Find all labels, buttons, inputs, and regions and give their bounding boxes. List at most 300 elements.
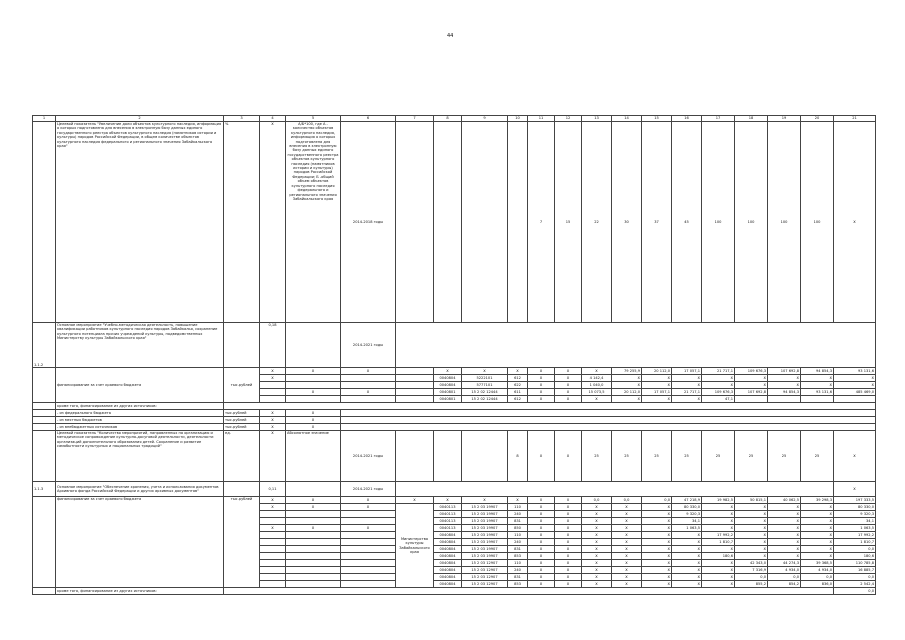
fin2-cell: Х: [768, 539, 801, 546]
fin1-cell: Х: [341, 368, 396, 375]
fin2-cell: 15 2 03 19907: [462, 539, 508, 546]
fin2-cell: [341, 581, 396, 588]
indicator1-value: 37: [642, 122, 672, 323]
fin1-cell: Х: [555, 382, 582, 389]
fin1-cell: 611: [508, 389, 528, 396]
fin1-cell: [286, 375, 341, 382]
fin1-cell: Х: [528, 389, 555, 396]
fin2-cell: Х: [582, 581, 612, 588]
fin1-cell: 622: [508, 382, 528, 389]
event2-rest: [396, 482, 834, 497]
fin2-cell: Х: [801, 539, 834, 546]
header-cell: 7: [396, 116, 434, 122]
indicator2-value: 25: [801, 431, 834, 482]
fin2-cell: Х: [286, 497, 341, 504]
other-source-label: - из внебюджетных источников: [56, 424, 224, 431]
indicator2-value: 8: [508, 431, 528, 482]
fin2-cell: Х: [612, 504, 642, 511]
indicator1-formula: А/Б*100, где А - количество объектов культурного наследия, информация о которых подготовлена для внесения в электронную базу данных единого государственного реестра объектов культурного наследия (памятников истории и культуры) народов Российской Федерации; Б -общий объем объектов культурного наследия федерального и регионального значения Забайкальского края: [286, 122, 341, 323]
fin2-cell: 0,0: [834, 546, 876, 553]
fin2-cell: Х: [735, 525, 768, 532]
fin2-cell: Х: [582, 539, 612, 546]
fin2-cell: Х: [612, 553, 642, 560]
fin1-cell: Х: [612, 396, 642, 403]
fin1-cell: 612: [508, 375, 528, 382]
fin1-cell: 5222101: [462, 375, 508, 382]
fin1-cell: Х: [528, 368, 555, 375]
indicator2-value: Х: [528, 431, 555, 482]
fin2-cell: [286, 539, 341, 546]
fin2-cell: Х: [642, 560, 672, 567]
fin1-cell: [286, 382, 341, 389]
fin1-cell: Х: [528, 375, 555, 382]
fin2-cell: Х: [528, 574, 555, 581]
fin1-cell: 94 854,3: [768, 389, 801, 396]
fin2-cell: Х: [702, 581, 735, 588]
fin2-cell: [341, 539, 396, 546]
fin2-cell: 110: [508, 560, 528, 567]
header-cell: 10: [508, 116, 528, 122]
fin1-cell: [396, 368, 434, 375]
fin2-cell: 197 333,5: [834, 497, 876, 504]
fin1-cell: [286, 396, 341, 403]
fin2-cell: Х: [612, 546, 642, 553]
header-cell: 6: [341, 116, 396, 122]
indicator2-num: [33, 431, 56, 482]
fin2-cell: [286, 553, 341, 560]
fin1-cell: Х: [341, 389, 396, 396]
fin2-cell: 850: [508, 525, 528, 532]
fin1-cell: Х: [508, 368, 528, 375]
fin2-cell: Х: [528, 560, 555, 567]
fin1-cell: 107 692,8: [768, 368, 801, 375]
fin2-cell: 0040804: [434, 553, 462, 560]
fin2-cell: 0040804: [434, 574, 462, 581]
fin2-cell: Х: [555, 532, 582, 539]
fin2-cell: 15 2 03 19907: [462, 525, 508, 532]
fin2-cell: [341, 518, 396, 525]
fin2-cell: Х: [582, 532, 612, 539]
fin1-cell: 17 057,1: [642, 389, 672, 396]
indicator1-value: 15: [555, 122, 582, 323]
fin2-cell: Х: [341, 504, 396, 511]
fin1-num: [33, 368, 56, 403]
fin2-cell: Х: [672, 581, 702, 588]
fin2-cell: 1 810,7: [834, 539, 876, 546]
fin1-cell: [396, 382, 434, 389]
fin2-cell: Х: [582, 574, 612, 581]
fin1-cell: 21 717,1: [702, 368, 735, 375]
fin2-cell: Х: [612, 518, 642, 525]
fin2-cell: 15 2 03 19907: [462, 546, 508, 553]
fin2-cell: 831: [508, 574, 528, 581]
fin1-cell: Х: [735, 375, 768, 382]
fin2-cell: 47 218,9: [672, 497, 702, 504]
fin2-cell: [260, 553, 286, 560]
fin2-cell: Х: [555, 504, 582, 511]
fin2-cell: Х: [612, 567, 642, 574]
fin1-cell: Х: [462, 368, 508, 375]
fin2-cell: 0,0: [612, 497, 642, 504]
fin2-cell: [286, 532, 341, 539]
fin2-cell: Х: [672, 560, 702, 567]
indicator2-value: Х: [555, 431, 582, 482]
fin1-cell: 612: [508, 396, 528, 403]
fin2-cell: 15 2 03 19907: [462, 518, 508, 525]
fin1-cell: 15 2 02 12444: [462, 389, 508, 396]
fin1-cell: [260, 389, 286, 396]
indicator1-value: 45: [672, 122, 702, 323]
event2-c3: [224, 482, 260, 497]
fin1-cell: [260, 396, 286, 403]
fin1-cell: 0040804: [434, 375, 462, 382]
fin2-cell: Х: [528, 553, 555, 560]
event2-final: Х: [834, 482, 876, 497]
fin2-cell: 240: [508, 567, 528, 574]
fin1-cell: 0040801: [434, 396, 462, 403]
fin2-cell: Х: [735, 511, 768, 518]
indicator1-text: Целевой показатель "Увеличение доли объектов культурного наследия, информация о которых подготовлена для внесения в электронную базу данных единого государственного реестра объектов культурного наследия (памятников истории и культуры) народов Российской Федерации, в общем количестве объектов культурного наследия федерального и регионального значения Забайкальского края": [56, 122, 224, 323]
fin2-cell: 855,2: [735, 581, 768, 588]
fin1-cell: 109 676,3: [735, 368, 768, 375]
fin1-cell: 5777101: [462, 382, 508, 389]
fin2-cell: [260, 546, 286, 553]
fin2-cell: Х: [801, 553, 834, 560]
fin2-cell: 0040804: [434, 546, 462, 553]
header-cell: 18: [735, 116, 768, 122]
fin2-cell: Х: [528, 504, 555, 511]
fin2-cell: 17 992,2: [702, 532, 735, 539]
fin2-cell: [260, 518, 286, 525]
fin1-cell: [834, 396, 876, 403]
fin2-cell: Х: [434, 497, 462, 504]
indicator1-value: 100: [768, 122, 801, 323]
header-cell: 19: [768, 116, 801, 122]
fin2-cell: Х: [801, 525, 834, 532]
fin1-cell: Х: [582, 368, 612, 375]
fin2-cell: Х: [768, 546, 801, 553]
fin2-cell: Х: [582, 553, 612, 560]
fin2-cell: Х: [555, 553, 582, 560]
indicator1-value: 100: [702, 122, 735, 323]
fin2-cell: Х: [672, 553, 702, 560]
fin2-cell: 831: [508, 546, 528, 553]
fin2-cell: Х: [642, 511, 672, 518]
fin2-cell: 15 2 03 19907: [462, 504, 508, 511]
fin2-cell: Х: [582, 567, 612, 574]
fin2-cell: 0040804: [434, 560, 462, 567]
fin2-cell: 15 2 03 19907: [462, 532, 508, 539]
fin2-cell: Х: [555, 539, 582, 546]
fin2-cell: Х: [555, 525, 582, 532]
indicator2-value: Х: [834, 431, 876, 482]
fin2-cell: Х: [528, 532, 555, 539]
header-cell: 15: [642, 116, 672, 122]
other-source-row: [33, 424, 876, 431]
other-source-v1: Х: [260, 424, 286, 431]
fin2-cell: [286, 518, 341, 525]
fin2-cell: Х: [528, 511, 555, 518]
fin2-cell: 110 785,8: [834, 560, 876, 567]
indicator1-period: 2014-2018 годы: [341, 122, 396, 323]
fin2-cell: [260, 560, 286, 567]
fin1-cell: Х: [260, 368, 286, 375]
fin2-unit: тыс.рублей: [224, 497, 260, 588]
fin2-cell: Х: [528, 525, 555, 532]
indicator2-row: [33, 431, 876, 482]
fin1-cell: Х: [768, 382, 801, 389]
fin1-cell: Х: [672, 396, 702, 403]
other-sources2-row: [33, 588, 876, 595]
fin2-cell: [341, 532, 396, 539]
fin2-cell: 853: [508, 581, 528, 588]
fin2-cell: 9 320,3: [834, 511, 876, 518]
other-sources-label: кроме того, финансирование из других источников:: [56, 403, 224, 410]
fin2-cell: Х: [528, 546, 555, 553]
fin2-cell: 0040113: [434, 518, 462, 525]
os-num: [33, 410, 56, 417]
fin2-cell: 40 062,5: [768, 497, 801, 504]
header-cell: 1: [33, 116, 56, 122]
other-source-v1: Х: [260, 417, 286, 424]
fin2-cell: Х: [612, 560, 642, 567]
fin1-cell: Х: [582, 396, 612, 403]
indicator2-value: 25: [582, 431, 612, 482]
fin2-cell: Х: [612, 532, 642, 539]
fin1-cell: 17 057,1: [672, 368, 702, 375]
fin1-cell: [396, 396, 434, 403]
fin2-cell: Х: [801, 532, 834, 539]
fin2-cell: [260, 511, 286, 518]
other-sources2-label: кроме того, финансирование из других источников:: [56, 588, 224, 595]
event1-weight: 0,18: [260, 323, 286, 368]
fin2-cell: 854,2: [768, 581, 801, 588]
header-cell: 12: [555, 116, 582, 122]
fin2-cell: Х: [612, 581, 642, 588]
fin1-label: финансирование за счет краевого бюджета: [56, 368, 224, 403]
other-sources2-value: 0,0: [834, 588, 876, 595]
fin2-cell: Х: [582, 504, 612, 511]
indicator1-num: [33, 122, 56, 323]
indicator2-value: 25: [768, 431, 801, 482]
fin2-cell: Х: [555, 567, 582, 574]
header-cell: 4: [260, 116, 286, 122]
os-empty: [224, 403, 876, 410]
fin2-cell: [286, 511, 341, 518]
other-source-v2: Х: [286, 410, 341, 417]
fin2-cell: 4 934,0: [768, 567, 801, 574]
other-source-row: [33, 410, 876, 417]
fin1-cell: Х: [642, 382, 672, 389]
fin2-cell: Х: [768, 504, 801, 511]
fin1-cell: Х: [735, 382, 768, 389]
indicator1-value: 100: [801, 122, 834, 323]
fin2-cell: Х: [260, 525, 286, 532]
fin1-cell: 93 131,6: [834, 368, 876, 375]
fin1-cell: Х: [286, 368, 341, 375]
fin2-cell: 0040804: [434, 532, 462, 539]
fin1-cell: 21 717,1: [672, 389, 702, 396]
fin2-label: финансирование за счет краевого бюджета: [56, 497, 224, 588]
fin2-cell: Х: [555, 546, 582, 553]
event2-text: Основное мероприятие "Обеспечение хранения, учета и использования документов Архивного фонда Российской Федерации и других архивных документов": [56, 482, 224, 497]
fin1-cell: 47,1: [702, 396, 735, 403]
fin2-cell: Х: [396, 497, 434, 504]
fin2-cell: Х: [801, 511, 834, 518]
header-cell: 5: [286, 116, 341, 122]
fin1-cell: Х: [286, 389, 341, 396]
fin2-cell: Х: [768, 518, 801, 525]
indicator2-period: 2014-2021 годы: [341, 431, 396, 482]
event2-period: 2014-2021 годы: [341, 482, 396, 497]
fin2-cell: [260, 532, 286, 539]
fin2-cell: 2 542,4: [834, 581, 876, 588]
fin2-cell: Х: [582, 518, 612, 525]
fin2-cell: 0: [555, 497, 582, 504]
fin2-row: [33, 497, 876, 504]
fin2-cell: 240: [508, 511, 528, 518]
fin2-cell: 34,1: [672, 518, 702, 525]
indicator2-c7: [396, 431, 434, 482]
fin1-cell: [396, 389, 434, 396]
fin1-cell: 485 469,0: [834, 389, 876, 396]
fin2-cell: Х: [528, 518, 555, 525]
fin2-cell: Х: [642, 539, 672, 546]
os-num: [33, 424, 56, 431]
fin2-cell: 0040113: [434, 511, 462, 518]
fin2-cell: 39 368,5: [801, 560, 834, 567]
fin1-cell: Х: [528, 382, 555, 389]
fin2-cell: Х: [582, 546, 612, 553]
other-source-unit: тыс.рублей: [224, 424, 260, 431]
fin2-cell: Х: [612, 574, 642, 581]
fin2-cell: 0040113: [434, 525, 462, 532]
fin1-cell: Х: [702, 382, 735, 389]
fin2-cell: 0040804: [434, 539, 462, 546]
os-empty: [341, 417, 876, 424]
fin2-cell: Х: [672, 539, 702, 546]
table-body: [33, 116, 876, 595]
fin1-cell: [801, 396, 834, 403]
fin2-cell: 836,0: [801, 581, 834, 588]
fin2-cell: Х: [341, 525, 396, 532]
fin1-cell: [768, 396, 801, 403]
fin2-cell: 0,0: [801, 574, 834, 581]
fin1-cell: 94 854,3: [801, 368, 834, 375]
fin2-cell: Х: [555, 511, 582, 518]
fin1-cell: 15 2 02 12444: [462, 396, 508, 403]
fin2-cell: 1 810,7: [702, 539, 735, 546]
header-cell: 9: [462, 116, 508, 122]
fin2-cell: 15 2 03 19907: [462, 553, 508, 560]
indicator2-unit: ед.: [224, 431, 260, 482]
fin2-cell: 15 2 03 19907: [462, 511, 508, 518]
fin2-cell: Х: [768, 511, 801, 518]
fin2-cell: 80 330,0: [672, 504, 702, 511]
ministry-cell: Министерство культуры Забайкальского края: [396, 504, 434, 588]
fin1-cell: 0040804: [434, 382, 462, 389]
fin1-cell: 107 692,8: [735, 389, 768, 396]
fin1-cell: Х: [555, 396, 582, 403]
event2-row: [33, 482, 876, 497]
fin2-cell: [260, 574, 286, 581]
fin1-cell: Х: [801, 382, 834, 389]
fin2-cell: 240: [508, 539, 528, 546]
fin2-cell: Х: [260, 504, 286, 511]
fin2-cell: Х: [801, 518, 834, 525]
header-cell: 14: [612, 116, 642, 122]
header-cell: 16: [672, 116, 702, 122]
fin2-num: [33, 497, 56, 588]
fin2-cell: Х: [341, 497, 396, 504]
fin1-cell: [341, 396, 396, 403]
event1-rest: [396, 323, 876, 368]
fin1-unit: тыс.рублей: [224, 368, 260, 403]
fin2-cell: Х: [735, 546, 768, 553]
fin2-cell: 180,6: [702, 553, 735, 560]
header-cell: 17: [702, 116, 735, 122]
fin2-cell: [260, 581, 286, 588]
fin2-cell: 7 316,9: [735, 567, 768, 574]
fin2-cell: Х: [582, 525, 612, 532]
fin1-cell: Х: [834, 382, 876, 389]
fin2-cell: [260, 539, 286, 546]
fin2-cell: Х: [672, 567, 702, 574]
fin1-cell: 93 131,6: [801, 389, 834, 396]
fin2-cell: Х: [801, 546, 834, 553]
fin1-cell: Х: [702, 375, 735, 382]
fin1-cell: [260, 382, 286, 389]
fin2-cell: Х: [528, 539, 555, 546]
fin2-cell: Х: [555, 560, 582, 567]
other-source-row: [33, 417, 876, 424]
indicator1-c9: [462, 122, 508, 323]
fin2-cell: Х: [612, 511, 642, 518]
fin2-cell: 19 982,5: [702, 497, 735, 504]
fin2-cell: 831: [508, 518, 528, 525]
fin1-cell: Х: [642, 375, 672, 382]
fin2-cell: [286, 574, 341, 581]
os-num: [33, 403, 56, 410]
indicator1-c7: [396, 122, 434, 323]
event1-c5: [286, 323, 341, 368]
fin1-cell: Х: [672, 382, 702, 389]
fin2-cell: Х: [672, 574, 702, 581]
fin2-cell: [260, 567, 286, 574]
fin2-cell: Х: [612, 539, 642, 546]
fin2-cell: Х: [642, 553, 672, 560]
fin2-cell: Х: [555, 581, 582, 588]
fin2-cell: Х: [642, 567, 672, 574]
fin1-cell: Х: [555, 368, 582, 375]
fin2-cell: Х: [702, 518, 735, 525]
fin2-cell: 15 2 03 12907: [462, 560, 508, 567]
fin2-cell: 0,0: [768, 574, 801, 581]
fin2-cell: Х: [768, 553, 801, 560]
fin2-cell: 15 2 03 12907: [462, 574, 508, 581]
fin2-cell: 42 343,0: [735, 560, 768, 567]
other-source-unit: тыс.рублей: [224, 410, 260, 417]
fin2-cell: 0: [528, 497, 555, 504]
fin2-cell: 9 320,3: [672, 511, 702, 518]
header-cell: 3: [224, 116, 260, 122]
fin1-cell: Х: [834, 375, 876, 382]
fin1-cell: Х: [434, 368, 462, 375]
fin1-cell: Х: [555, 375, 582, 382]
fin1-cell: [341, 375, 396, 382]
fin2-cell: Х: [286, 504, 341, 511]
fin2-cell: Х: [735, 553, 768, 560]
